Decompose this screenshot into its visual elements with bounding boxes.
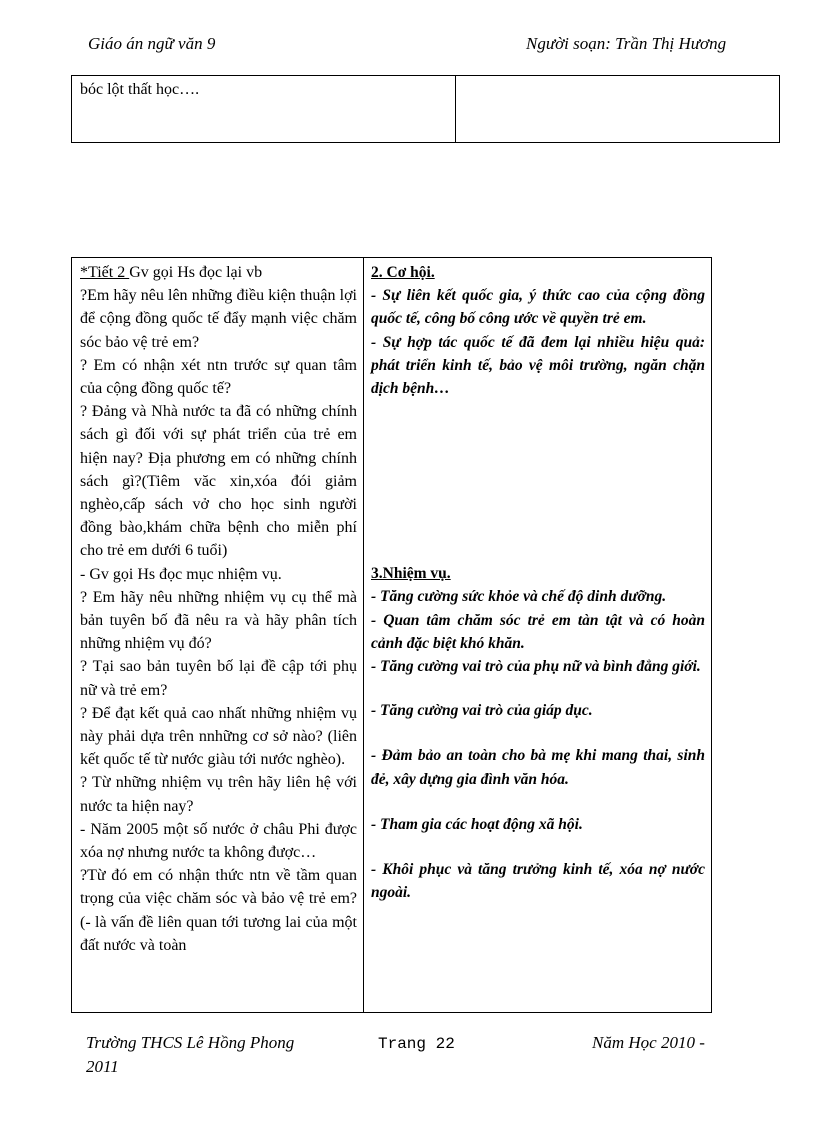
tiet-label: *Tiết 2 bbox=[80, 264, 130, 281]
heading-nhiem-vu: 3.Nhiệm vụ. bbox=[371, 565, 451, 583]
top-table-right-cell bbox=[456, 76, 780, 143]
instruction-read: - Gv gọi Hs đọc mục nhiệm vụ. bbox=[80, 565, 282, 583]
heading-co-hoi: 2. Cơ hội. bbox=[371, 264, 435, 281]
question-2: ? Em có nhận xét ntn trước sự quan tâm của cộng đồng quốc tế? bbox=[80, 356, 357, 398]
question-3: ? Đảng và Nhà nước ta đã có những chính sách gì đối với sự phát triển của trẻ em hiện nay? Địa phương em có những chính sách gì?(Tiêm văc xin,xóa đói giảm nghèo,cấp sách vở cho học sinh người đồng bào,khám chữa bệnh cho miễn phí cho trẻ em dưới 6 tuổi) bbox=[80, 403, 357, 560]
spacer bbox=[371, 400, 705, 562]
nhiem-vu-point-3: - Tăng cường vai trò của phụ nữ và bình đẳng giới. bbox=[371, 658, 701, 676]
top-table-left-cell bbox=[72, 76, 456, 143]
lesson-table bbox=[71, 257, 712, 1013]
tiet-line bbox=[80, 261, 357, 284]
question-5: ? Tại sao bản tuyên bố lại đề cập tới phụ nữ và trẻ em? bbox=[80, 658, 357, 699]
header-author: Người soạn: Trần Thị Hương bbox=[526, 34, 727, 53]
nhiem-vu-point-1: - Tăng cường sức khỏe và chế độ dinh dưỡng. bbox=[371, 588, 667, 606]
co-hoi-point-1: - Sự liên kết quốc gia, ý thức cao của cộng đồng quốc tế, công bố công ước về quyền trẻ em. bbox=[371, 287, 705, 328]
content-cell bbox=[364, 258, 712, 1013]
top-table-left-text: bóc lột thất học…. bbox=[80, 81, 200, 98]
question-7: ? Từ những nhiệm vụ trên hãy liên hệ với nước ta hiện nay? bbox=[80, 774, 357, 815]
nhiem-vu-point-4: - Tăng cường vai trò của giáp dục. bbox=[371, 702, 593, 720]
question-6: ? Để đạt kết quả cao nhất những nhiệm vụ này phải dựa trên nnhững cơ sở nào? (liên kết quốc tế từ nước giàu tới nước nghèo). bbox=[80, 704, 357, 769]
footer-school-year-end: 2011 bbox=[86, 1057, 119, 1076]
question-8: ?Từ đó em có nhận thức ntn về tầm quan trọng của việc chăm sóc và bảo vệ trẻ em?(- là vấn đề liên quan tới tương lai của một đất nước và toàn bbox=[80, 867, 357, 954]
tiet-rest: Gv gọi Hs đọc lại vb bbox=[129, 264, 263, 281]
question-1: ?Em hãy nêu lên những điều kiện thuận lợi để cộng đồng quốc tế đẩy mạnh việc chăm sóc bảo vệ trẻ em? bbox=[80, 287, 357, 351]
co-hoi-point-2: - Sự hợp tác quốc tế đã đem lại nhiều hiệu quả: phát triển kinh tế, bảo vệ môi trường, ngăn chặn dịch bệnh… bbox=[371, 333, 705, 398]
teacher-activities-cell bbox=[72, 258, 364, 1013]
top-table-right-text bbox=[456, 76, 779, 84]
top-continuation-table bbox=[71, 75, 780, 143]
header-subject: Giáo án ngữ văn 9 bbox=[88, 34, 216, 53]
footer-school-year: Năm Học 2010 - bbox=[592, 1033, 705, 1052]
footer-school: Trường THCS Lê Hồng Phong bbox=[86, 1033, 295, 1052]
question-4: ? Em hãy nêu những nhiệm vụ cụ thể mà bản tuyên bố đã nêu ra và hãy phân tích những nhiệm vụ đó? bbox=[80, 588, 357, 653]
nhiem-vu-point-6: - Tham gia các hoạt động xã hội. bbox=[371, 815, 583, 833]
note-2005: - Năm 2005 một số nước ở châu Phi được xóa nợ nhưng nước ta không được… bbox=[80, 820, 357, 862]
nhiem-vu-point-5: - Đảm bảo an toàn cho bà mẹ khi mang thai, sinh đẻ, xây dựng gia đình văn hóa. bbox=[371, 747, 705, 788]
nhiem-vu-point-7: - Khôi phục và tăng trưởng kinh tế, xóa nợ nước ngoài. bbox=[371, 861, 705, 902]
footer-page-number: Trang 22 bbox=[378, 1035, 455, 1053]
nhiem-vu-point-2: - Quan tâm chăm sóc trẻ em tàn tật và có hoàn cảnh đặc biệt khó khăn. bbox=[371, 611, 705, 652]
